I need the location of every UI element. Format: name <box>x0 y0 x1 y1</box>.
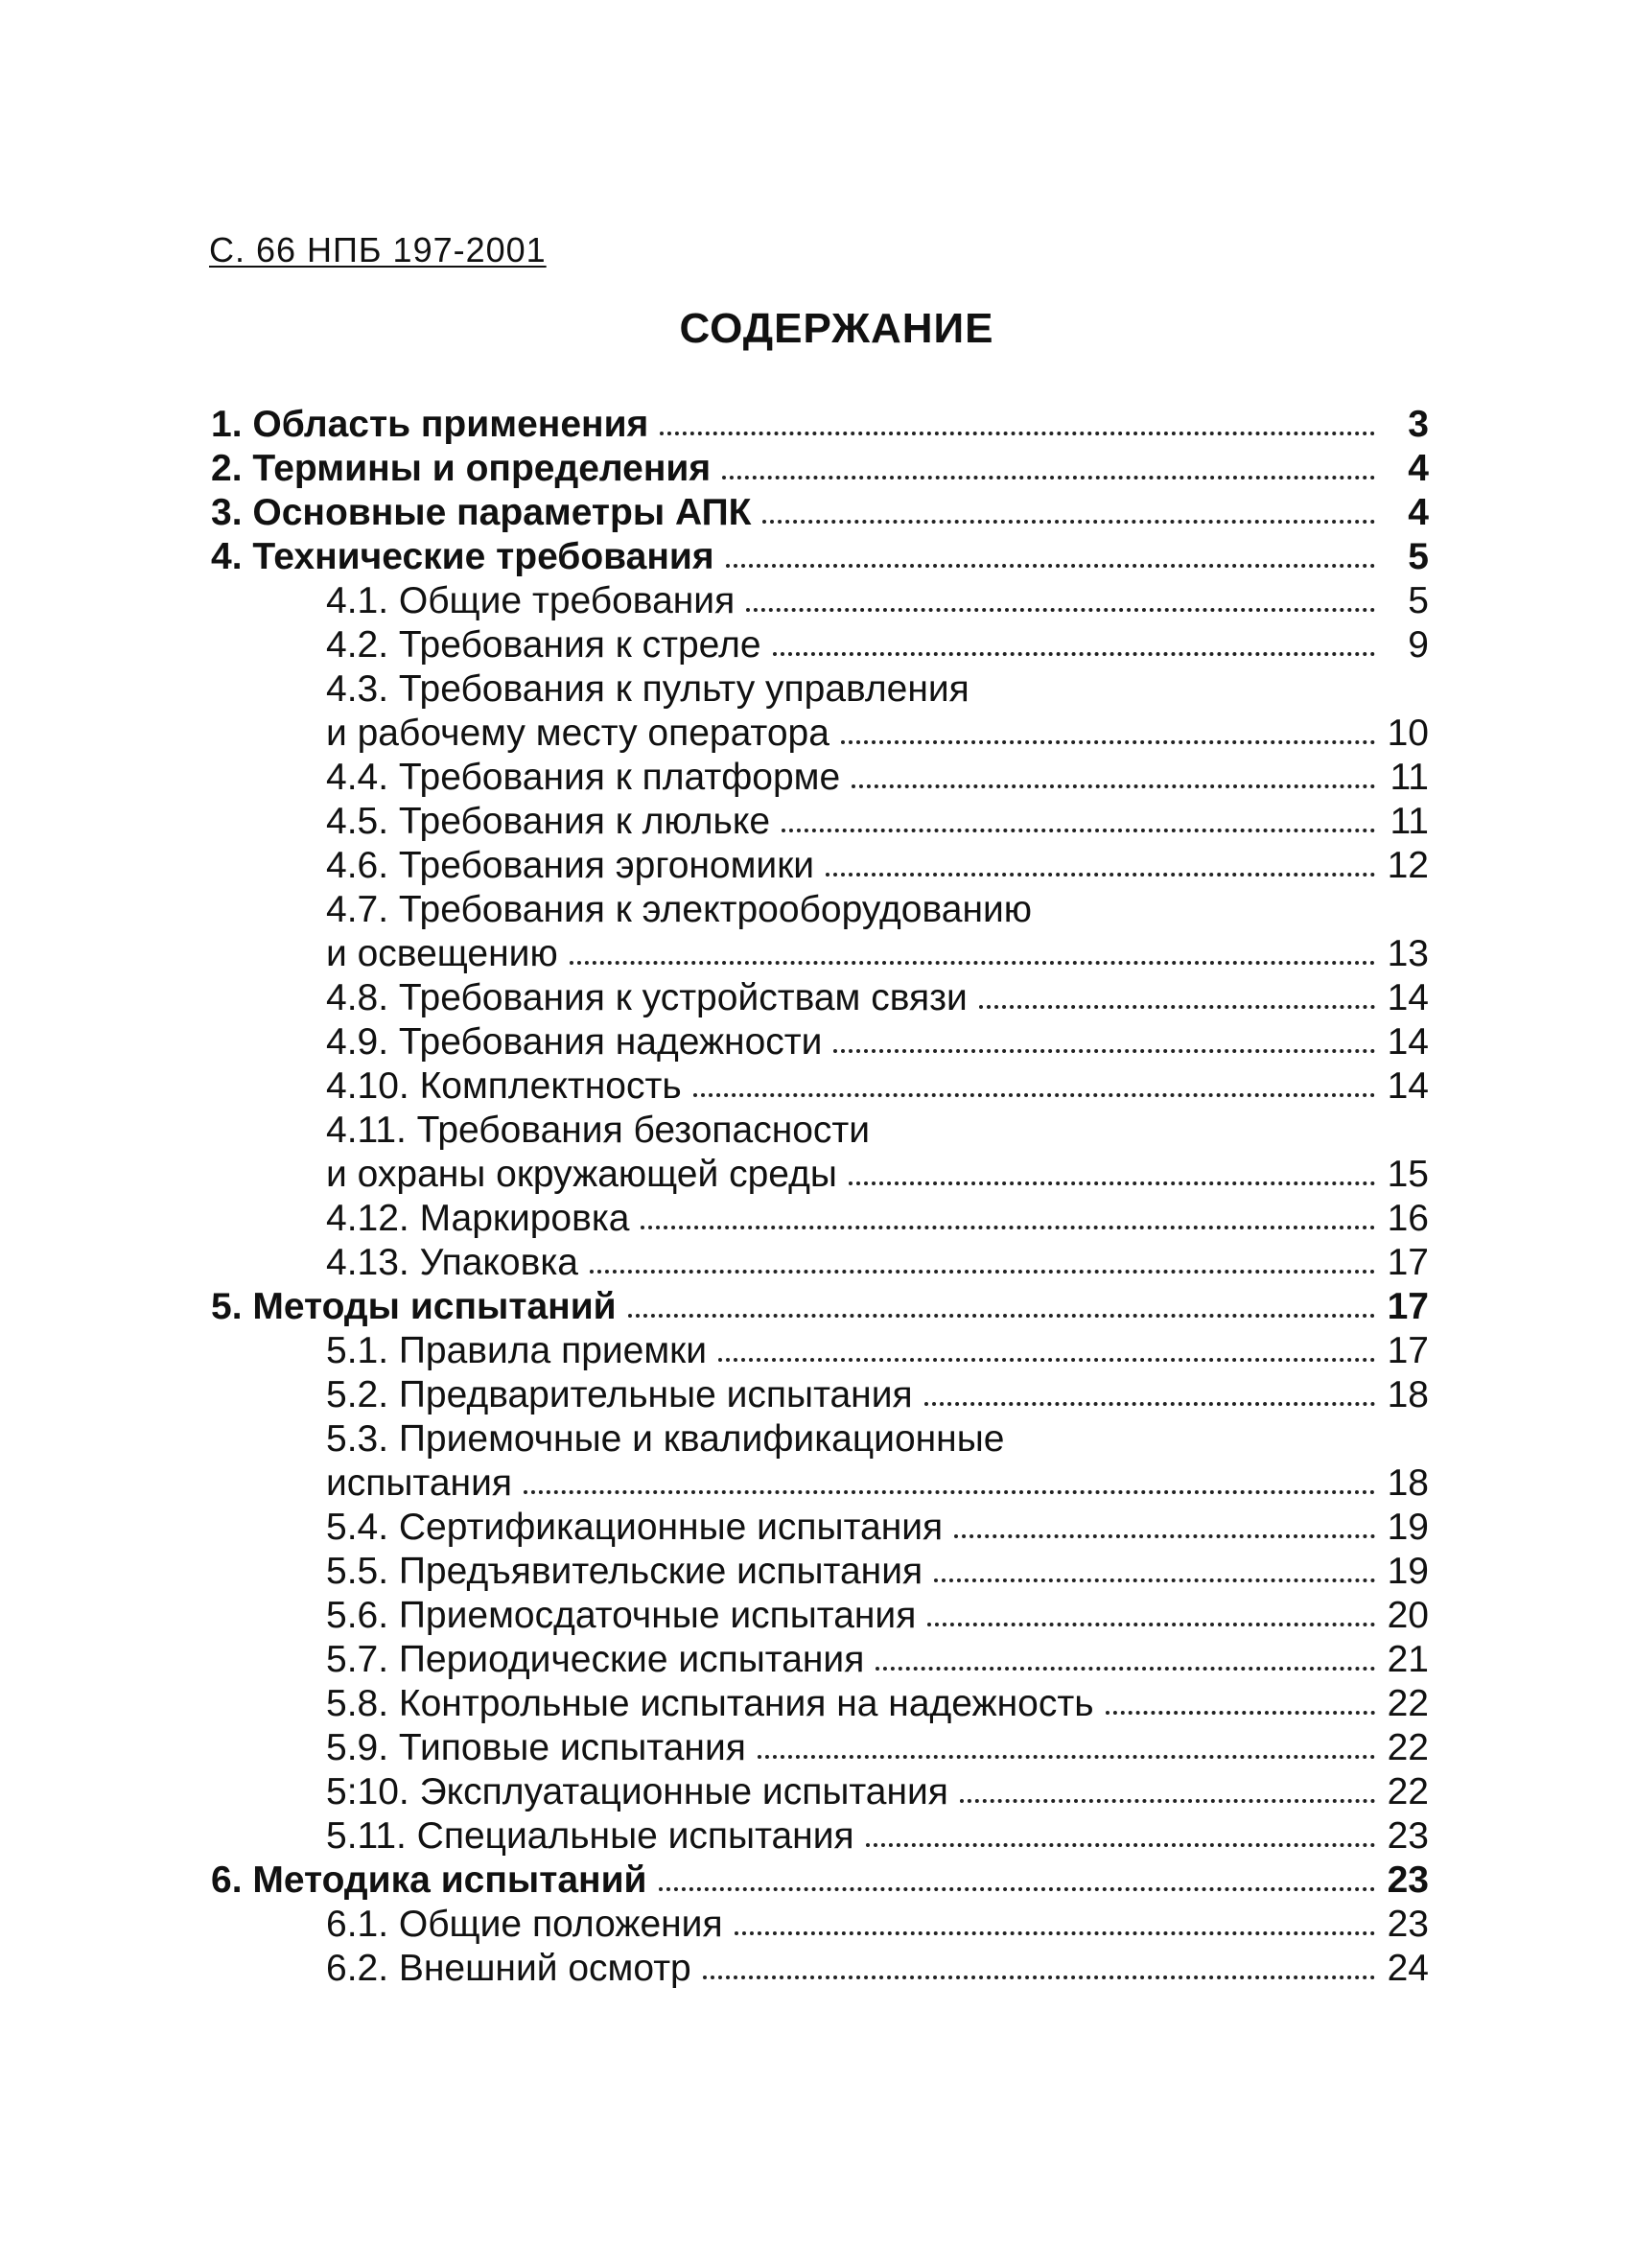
toc-page-number: 16 <box>1387 1198 1429 1239</box>
toc-entry <box>211 712 1429 756</box>
toc-page-number: 13 <box>1387 933 1429 974</box>
toc-entry-label: 5.3. Приемочные и квалификационные <box>326 1418 1005 1460</box>
toc-page-number: 22 <box>1387 1727 1429 1768</box>
toc-page-number: 11 <box>1390 757 1429 798</box>
toc-page-number: 11 <box>1390 801 1429 842</box>
toc-entry-label: испытания <box>326 1462 512 1504</box>
dot-leader <box>693 1093 1375 1097</box>
toc-entry <box>211 403 1429 447</box>
toc-entry-label: 1. Область применения <box>211 404 649 445</box>
toc-entry-label: 4.8. Требования к устройствам связи <box>326 977 968 1018</box>
toc-entry <box>211 1417 1429 1461</box>
dot-leader <box>590 1270 1375 1274</box>
dot-leader <box>628 1314 1375 1318</box>
dot-leader <box>782 829 1375 832</box>
toc-entry <box>211 1550 1429 1594</box>
dot-leader <box>758 1755 1375 1759</box>
dot-leader <box>1106 1711 1375 1715</box>
toc-page-number: 22 <box>1387 1683 1429 1724</box>
toc-page-number: 19 <box>1387 1551 1429 1592</box>
dot-leader <box>826 873 1375 877</box>
toc-page-number: 14 <box>1387 1065 1429 1107</box>
toc-page-number: 10 <box>1387 713 1429 754</box>
toc-entry-label: 6.1. Общие положения <box>326 1904 723 1945</box>
dot-leader <box>660 432 1375 435</box>
toc-page-number: 5 <box>1408 536 1429 577</box>
dot-leader <box>726 564 1375 568</box>
toc-entry-label: 5.6. Приемосдаточные испытания <box>326 1595 917 1636</box>
toc-entry-label: 5. Методы испытаний <box>211 1286 617 1327</box>
toc-entry <box>211 1461 1429 1506</box>
dot-leader <box>746 608 1375 612</box>
toc-entry <box>211 1197 1429 1241</box>
toc-entry-label: 4.12. Маркировка <box>326 1198 630 1239</box>
toc-entry-label: 5.9. Типовые испытания <box>326 1727 746 1768</box>
toc-page-number: 17 <box>1387 1286 1429 1327</box>
toc-entry <box>211 932 1429 976</box>
toc-entry <box>211 1285 1429 1329</box>
toc-entry <box>211 1814 1429 1859</box>
dot-leader <box>876 1667 1375 1671</box>
toc-entry-label: 4.3. Требования к пульту управления <box>326 668 969 710</box>
toc-page-number: 3 <box>1408 404 1429 445</box>
toc-page-number: 23 <box>1387 1904 1429 1945</box>
dot-leader <box>524 1490 1375 1494</box>
toc-entry <box>211 1947 1429 1991</box>
toc-entry <box>211 1373 1429 1417</box>
toc-page-number: 14 <box>1387 977 1429 1018</box>
toc-entry <box>211 1859 1429 1903</box>
toc-entry-label: 4.5. Требования к люльке <box>326 801 771 842</box>
toc-page-number: 4 <box>1408 492 1429 533</box>
toc-entry <box>211 1064 1429 1109</box>
toc-entry <box>211 1329 1429 1373</box>
dot-leader <box>722 476 1375 479</box>
toc-entry-label: 5.1. Правила приемки <box>326 1330 708 1371</box>
toc-entry-label: 5:10. Эксплуатационные испытания <box>326 1771 948 1812</box>
toc-entry-label: 6. Методика испытаний <box>211 1859 647 1901</box>
dot-leader <box>735 1931 1375 1935</box>
toc-entry <box>211 1682 1429 1726</box>
toc-entry-label: 5.2. Предварительные испытания <box>326 1374 913 1415</box>
toc-entry-label: и охраны окружающей среды <box>326 1154 837 1195</box>
toc-page-number: 5 <box>1408 580 1429 621</box>
toc-entry-label: и освещению <box>326 933 558 974</box>
toc-page-number: 18 <box>1387 1374 1429 1415</box>
toc-page-number: 19 <box>1387 1507 1429 1548</box>
toc-page-number: 12 <box>1387 845 1429 886</box>
toc-entry-label: и рабочему месту оператора <box>326 713 829 754</box>
toc-page-number: 22 <box>1387 1771 1429 1812</box>
toc-entry <box>211 1020 1429 1064</box>
dot-leader <box>762 520 1375 524</box>
toc-page-number: 15 <box>1387 1154 1429 1195</box>
toc-entry-label: 4.11. Требования безопасности <box>326 1110 871 1151</box>
toc-entry-label: 5.8. Контрольные испытания на надежность <box>326 1683 1094 1724</box>
dot-leader <box>924 1402 1375 1406</box>
toc-entry-label: 4.6. Требования эргономики <box>326 845 815 886</box>
toc-entry <box>211 1903 1429 1947</box>
dot-leader <box>934 1578 1375 1582</box>
dot-leader <box>833 1049 1375 1053</box>
dot-leader <box>659 1887 1375 1891</box>
toc-entry <box>211 1241 1429 1285</box>
toc-entry <box>211 1638 1429 1682</box>
toc-entry-label: 4.9. Требования надежности <box>326 1021 823 1063</box>
toc-entry <box>211 1770 1429 1814</box>
toc-entry <box>211 976 1429 1020</box>
toc-entry-label: 4. Технические требования <box>211 536 714 577</box>
toc-page-number: 21 <box>1387 1639 1429 1680</box>
dot-leader <box>954 1534 1375 1538</box>
toc-entry-label: 4.4. Требования к платформе <box>326 757 841 798</box>
toc-entry <box>211 491 1429 535</box>
toc-page-number: 17 <box>1387 1330 1429 1371</box>
toc-page-number: 14 <box>1387 1021 1429 1063</box>
dot-leader <box>641 1226 1375 1229</box>
page-header: С. 66 НПБ 197-2001 <box>209 230 547 269</box>
toc-entry-label: 4.13. Упаковка <box>326 1242 578 1283</box>
toc-page-number: 17 <box>1387 1242 1429 1283</box>
toc-entry <box>211 1109 1429 1153</box>
toc-entry <box>211 1726 1429 1770</box>
toc-entry <box>211 447 1429 491</box>
toc-entry-label: 5.11. Специальные испытания <box>326 1815 854 1857</box>
toc-entry <box>211 667 1429 712</box>
toc-entry <box>211 1594 1429 1638</box>
dot-leader <box>927 1623 1375 1626</box>
toc-entry-label: 5.4. Сертификационные испытания <box>326 1507 944 1548</box>
toc-entry-label: 6.2. Внешний осмотр <box>326 1948 691 1989</box>
toc-entry <box>211 800 1429 844</box>
toc-page-number: 18 <box>1387 1462 1429 1504</box>
toc-page-number: 23 <box>1387 1859 1429 1901</box>
toc-page-number: 20 <box>1387 1595 1429 1636</box>
table-of-contents <box>211 403 1429 1991</box>
dot-leader <box>570 961 1375 965</box>
toc-entry-label: 4.10. Комплектность <box>326 1065 682 1107</box>
dot-leader <box>960 1799 1375 1803</box>
toc-entry <box>211 888 1429 932</box>
page-title: СОДЕРЖАНИЕ <box>679 305 994 352</box>
toc-page-number: 9 <box>1408 624 1429 666</box>
toc-entry-label: 4.1. Общие требования <box>326 580 736 621</box>
toc-entry-label: 4.2. Требования к стреле <box>326 624 761 666</box>
toc-entry-label: 2. Термины и определения <box>211 448 712 489</box>
toc-page-number: 4 <box>1408 448 1429 489</box>
dot-leader <box>979 1005 1375 1009</box>
toc-entry <box>211 579 1429 623</box>
dot-leader <box>718 1358 1375 1362</box>
dot-leader <box>841 740 1375 744</box>
toc-entry <box>211 756 1429 800</box>
toc-page-number: 23 <box>1387 1815 1429 1857</box>
toc-entry-label: 4.7. Требования к электрооборудованию <box>326 889 1033 930</box>
dot-leader <box>703 1976 1375 1979</box>
toc-entry-label: 5.5. Предъявительские испытания <box>326 1551 923 1592</box>
toc-page-number: 24 <box>1387 1948 1429 1989</box>
toc-entry <box>211 1506 1429 1550</box>
dot-leader <box>852 784 1375 788</box>
dot-leader <box>866 1843 1375 1847</box>
dot-leader <box>849 1181 1375 1185</box>
toc-entry <box>211 535 1429 579</box>
toc-entry-label: 3. Основные параметры АПК <box>211 492 752 533</box>
dot-leader <box>773 652 1375 656</box>
toc-entry-label: 5.7. Периодические испытания <box>326 1639 865 1680</box>
toc-entry <box>211 844 1429 888</box>
toc-entry <box>211 623 1429 667</box>
toc-entry <box>211 1153 1429 1197</box>
